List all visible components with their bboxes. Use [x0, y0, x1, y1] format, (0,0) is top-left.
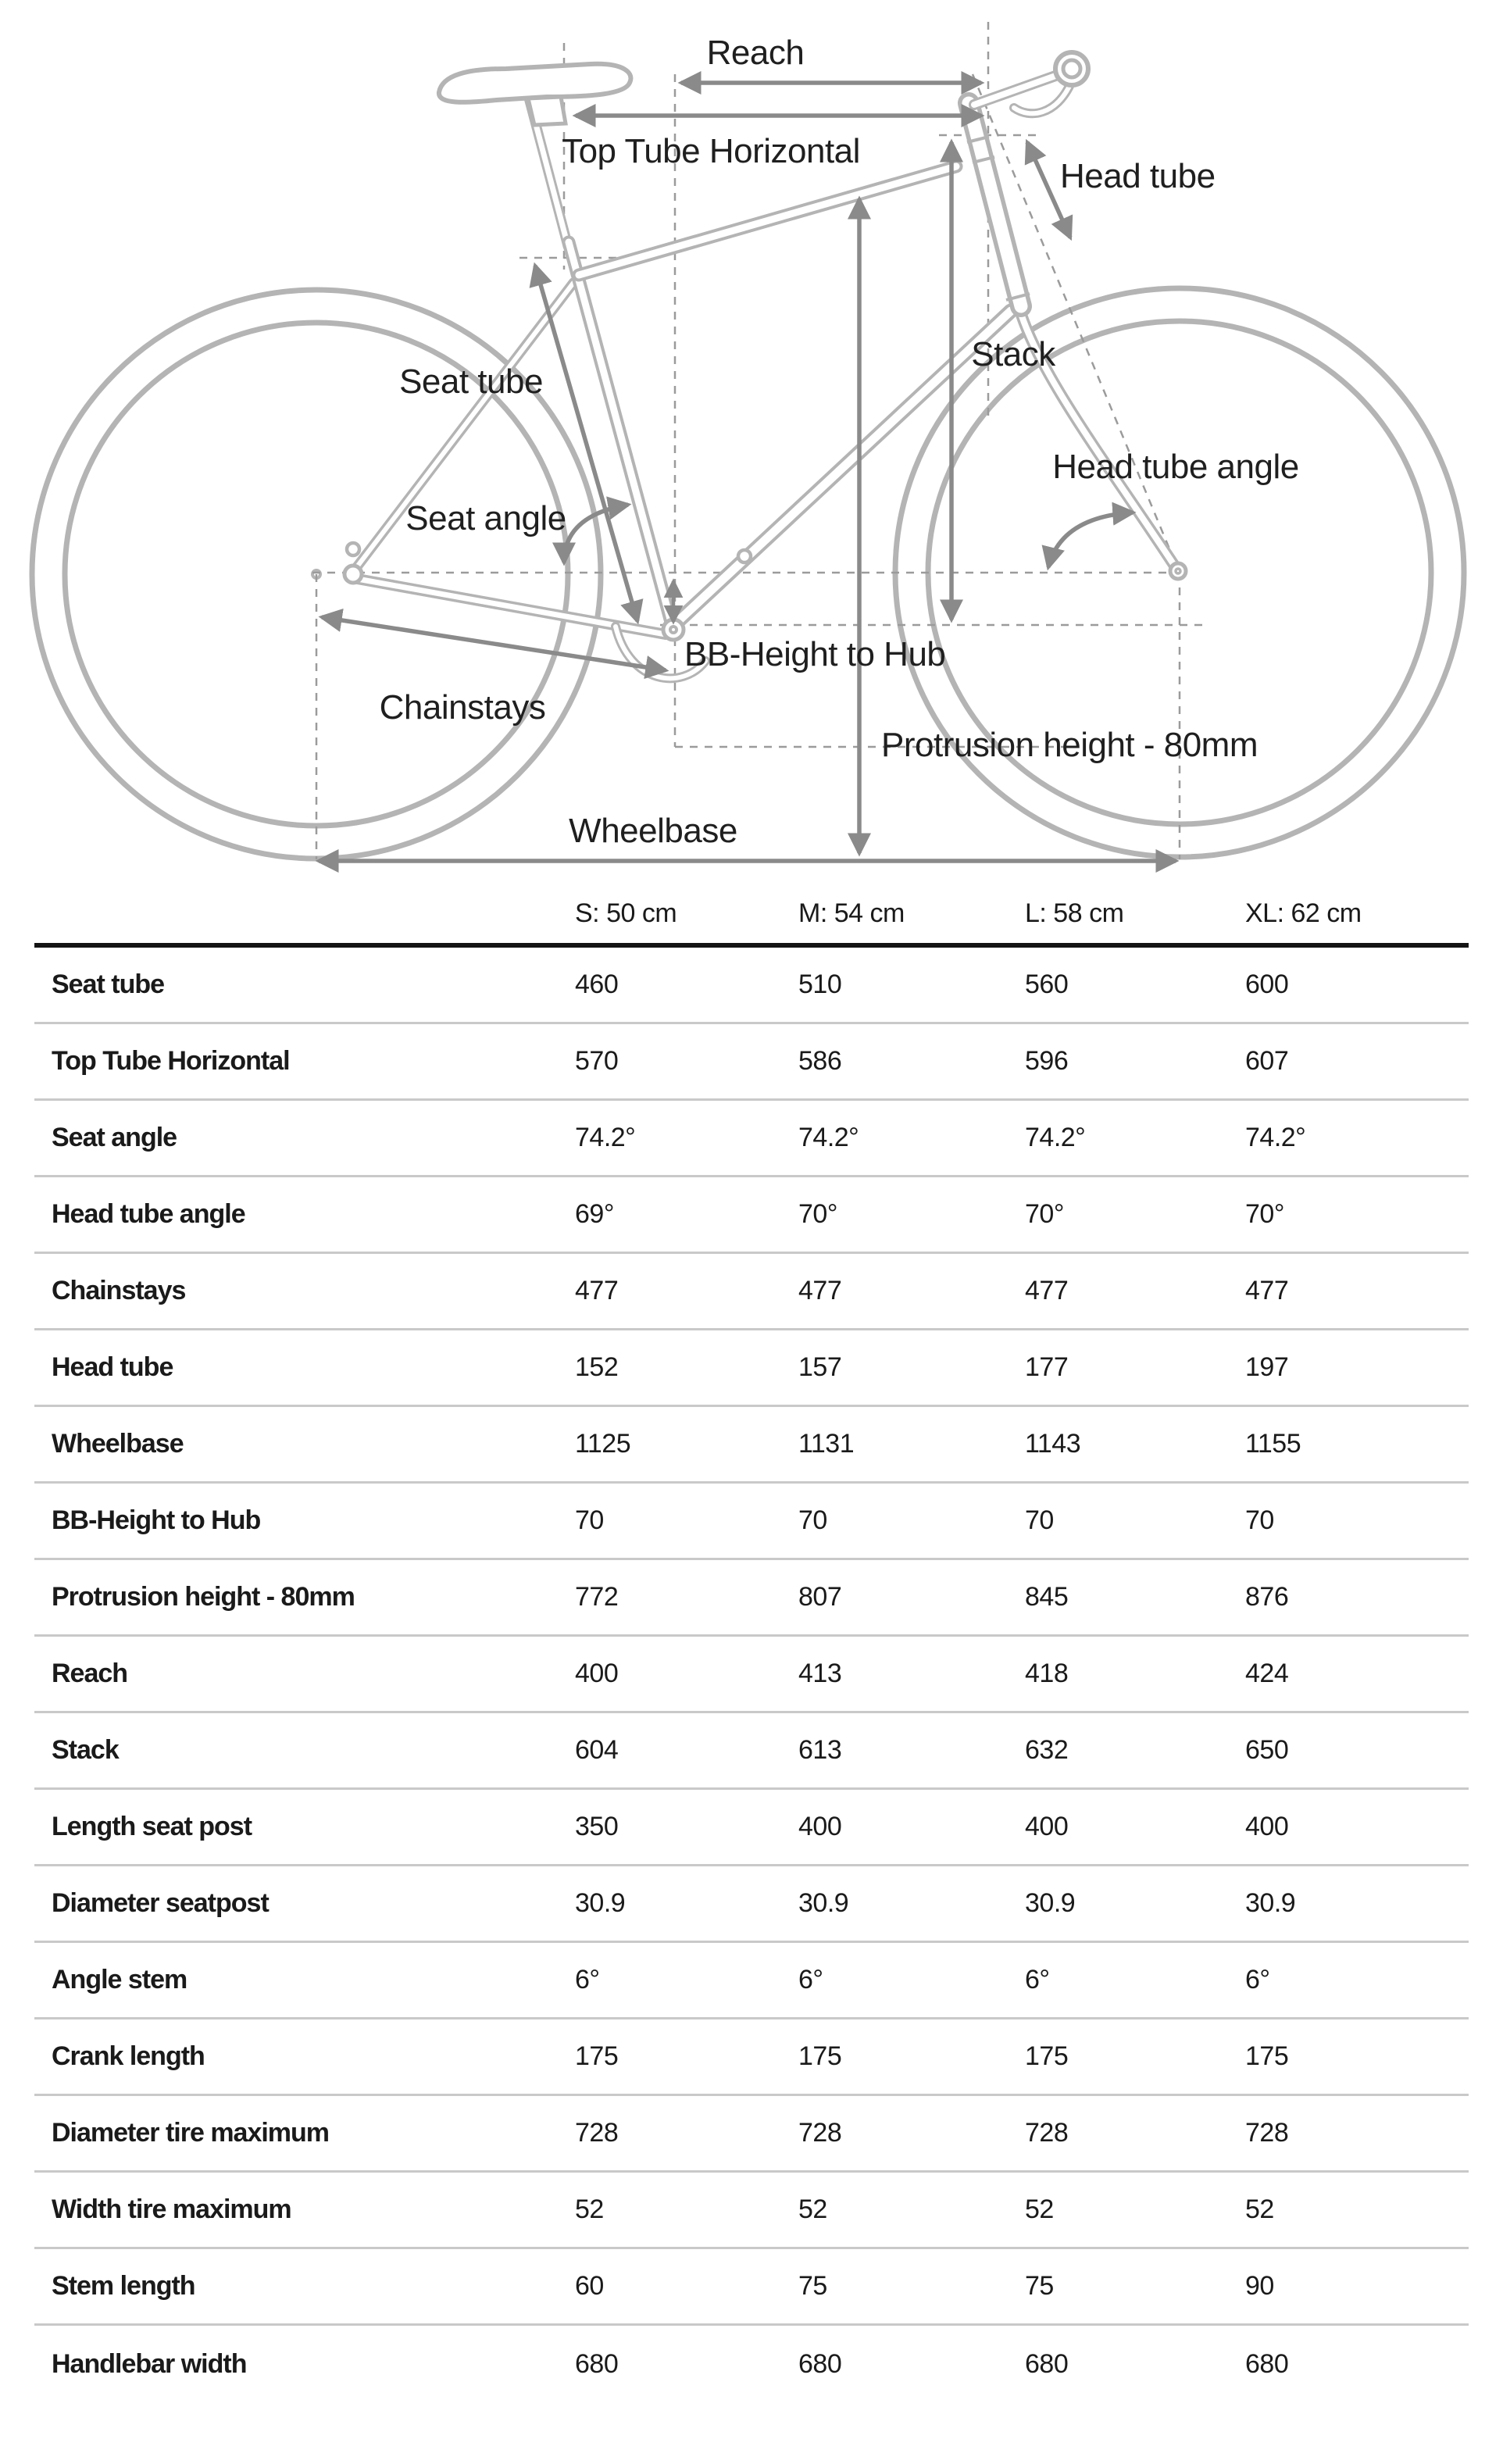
row-value: 632 — [1025, 1735, 1069, 1765]
table-row — [34, 1943, 1469, 2019]
row-label: Length seat post — [52, 1812, 252, 1841]
row-value: 728 — [1245, 2118, 1289, 2148]
table-row — [34, 2249, 1469, 2326]
row-value: 70 — [575, 1505, 604, 1535]
row-value: 400 — [1025, 1812, 1069, 1841]
row-value: 6° — [1245, 1965, 1270, 1994]
table-row — [34, 2096, 1469, 2173]
row-value: 30.9 — [798, 1888, 849, 1918]
row-label: Stem length — [52, 2271, 195, 2301]
row-label: Diameter tire maximum — [52, 2118, 330, 2148]
row-value: 30.9 — [1245, 1888, 1296, 1918]
row-value: 596 — [1025, 1046, 1069, 1076]
row-label: Top Tube Horizontal — [52, 1046, 290, 1076]
row-label: Wheelbase — [52, 1429, 184, 1459]
table-row — [34, 2173, 1469, 2249]
row-value: 680 — [798, 2348, 842, 2379]
head-tube-angle-arc — [1048, 512, 1133, 567]
col-header-xl: XL: 62 cm — [1245, 898, 1362, 928]
row-label: Seat angle — [52, 1123, 177, 1152]
row-label: Head tube — [52, 1352, 173, 1382]
row-value: 175 — [1025, 2041, 1069, 2071]
row-value: 600 — [1245, 970, 1289, 999]
table-row — [34, 1560, 1469, 1637]
row-value: 680 — [575, 2348, 619, 2379]
bb-height-to-hub-label: BB-Height to Hub — [684, 635, 946, 673]
geometry-table-header — [34, 884, 1469, 948]
head-tube-angle-label: Head tube angle — [1052, 448, 1299, 486]
row-value: 772 — [575, 1582, 619, 1612]
row-value: 175 — [798, 2041, 842, 2071]
row-value: 52 — [798, 2194, 827, 2224]
row-value: 6° — [1025, 1965, 1050, 1994]
row-label: Handlebar width — [52, 2348, 247, 2379]
row-value: 807 — [798, 1582, 842, 1612]
row-value: 400 — [1245, 1812, 1289, 1841]
row-value: 400 — [798, 1812, 842, 1841]
row-value: 70 — [798, 1505, 827, 1535]
seat-tube-label: Seat tube — [399, 362, 543, 401]
row-value: 1143 — [1025, 1429, 1081, 1459]
row-value: 613 — [798, 1735, 842, 1765]
table-row — [34, 948, 1469, 1024]
row-label: Width tire maximum — [52, 2194, 291, 2224]
row-value: 30.9 — [575, 1888, 626, 1918]
row-value: 70° — [1245, 1199, 1284, 1229]
row-label: Stack — [52, 1735, 119, 1765]
table-row — [34, 1254, 1469, 1330]
row-value: 604 — [575, 1735, 619, 1765]
row-value: 560 — [1025, 970, 1069, 999]
row-value: 70° — [1025, 1199, 1064, 1229]
table-row — [34, 1101, 1469, 1177]
row-value: 418 — [1025, 1659, 1069, 1688]
table-row — [34, 1790, 1469, 1866]
reach-label: Reach — [706, 34, 805, 72]
row-value: 477 — [1025, 1276, 1069, 1305]
row-value: 876 — [1245, 1582, 1289, 1612]
wheelbase-label: Wheelbase — [569, 812, 737, 850]
col-header-l: L: 58 cm — [1025, 898, 1124, 928]
row-value: 75 — [798, 2271, 827, 2301]
table-row — [34, 2019, 1469, 2096]
row-value: 157 — [798, 1352, 842, 1382]
row-value: 477 — [575, 1276, 619, 1305]
row-value: 70 — [1245, 1505, 1274, 1535]
table-row — [34, 1866, 1469, 1943]
row-label: Diameter seatpost — [52, 1888, 269, 1918]
row-value: 70 — [1025, 1505, 1054, 1535]
table-row — [34, 1407, 1469, 1484]
row-value: 74.2° — [1025, 1123, 1086, 1152]
row-value: 650 — [1245, 1735, 1289, 1765]
row-value: 424 — [1245, 1659, 1289, 1688]
row-value: 680 — [1025, 2348, 1069, 2379]
row-value: 6° — [575, 1965, 600, 1994]
row-value: 728 — [798, 2118, 842, 2148]
row-value: 52 — [1245, 2194, 1274, 2224]
row-value: 52 — [1025, 2194, 1054, 2224]
bike-geometry-diagram — [0, 0, 1503, 883]
row-value: 586 — [798, 1046, 842, 1076]
chainstays-label: Chainstays — [379, 688, 546, 727]
row-value: 477 — [798, 1276, 842, 1305]
row-value: 175 — [575, 2041, 619, 2071]
table-row — [34, 1484, 1469, 1560]
row-value: 680 — [1245, 2348, 1289, 2379]
geometry-table — [34, 884, 1469, 2402]
row-value: 197 — [1245, 1352, 1289, 1382]
table-row — [34, 1330, 1469, 1407]
row-value: 1155 — [1245, 1429, 1301, 1459]
row-value: 350 — [575, 1812, 619, 1841]
row-value: 1125 — [575, 1429, 631, 1459]
row-value: 400 — [575, 1659, 619, 1688]
row-value: 728 — [1025, 2118, 1069, 2148]
top-tube-horizontal-label: Top Tube Horizontal — [562, 132, 860, 170]
stack-label: Stack — [971, 335, 1055, 373]
row-label: Protrusion height - 80mm — [52, 1582, 355, 1612]
col-header-s: S: 50 cm — [575, 898, 677, 928]
row-label: BB-Height to Hub — [52, 1505, 261, 1535]
table-row — [34, 1637, 1469, 1713]
row-value: 74.2° — [1245, 1123, 1306, 1152]
row-value: 74.2° — [798, 1123, 859, 1152]
row-label: Head tube angle — [52, 1199, 245, 1229]
row-value: 152 — [575, 1352, 619, 1382]
row-label: Seat tube — [52, 970, 165, 999]
table-row — [34, 1177, 1469, 1254]
row-value: 177 — [1025, 1352, 1069, 1382]
row-label: Chainstays — [52, 1276, 186, 1305]
rear-dropout-icon — [345, 566, 362, 583]
head-tube-label: Head tube — [1060, 157, 1216, 195]
row-value: 175 — [1245, 2041, 1289, 2071]
row-value: 60 — [575, 2271, 604, 2301]
row-value: 90 — [1245, 2271, 1274, 2301]
row-value: 728 — [575, 2118, 619, 2148]
seat-angle-label: Seat angle — [405, 499, 566, 537]
row-label: Reach — [52, 1659, 128, 1688]
row-value: 510 — [798, 970, 842, 999]
row-value: 70° — [798, 1199, 837, 1229]
row-value: 845 — [1025, 1582, 1069, 1612]
row-value: 30.9 — [1025, 1888, 1076, 1918]
geometry-table-body — [34, 948, 1469, 2402]
row-value: 607 — [1245, 1046, 1289, 1076]
table-row — [34, 1713, 1469, 1790]
protrusion-height-label: Protrusion height - 80mm — [881, 726, 1258, 764]
table-row — [34, 2326, 1469, 2402]
row-label: Angle stem — [52, 1965, 187, 1994]
row-value: 1131 — [798, 1429, 855, 1459]
row-value: 570 — [575, 1046, 619, 1076]
row-value: 74.2° — [575, 1123, 636, 1152]
table-row — [34, 1024, 1469, 1101]
row-label: Crank length — [52, 2041, 205, 2071]
col-header-m: M: 54 cm — [798, 898, 905, 928]
row-value: 75 — [1025, 2271, 1054, 2301]
row-value: 477 — [1245, 1276, 1289, 1305]
row-value: 52 — [575, 2194, 604, 2224]
row-value: 6° — [798, 1965, 823, 1994]
row-value: 413 — [798, 1659, 842, 1688]
row-value: 69° — [575, 1199, 614, 1229]
row-value: 460 — [575, 970, 619, 999]
